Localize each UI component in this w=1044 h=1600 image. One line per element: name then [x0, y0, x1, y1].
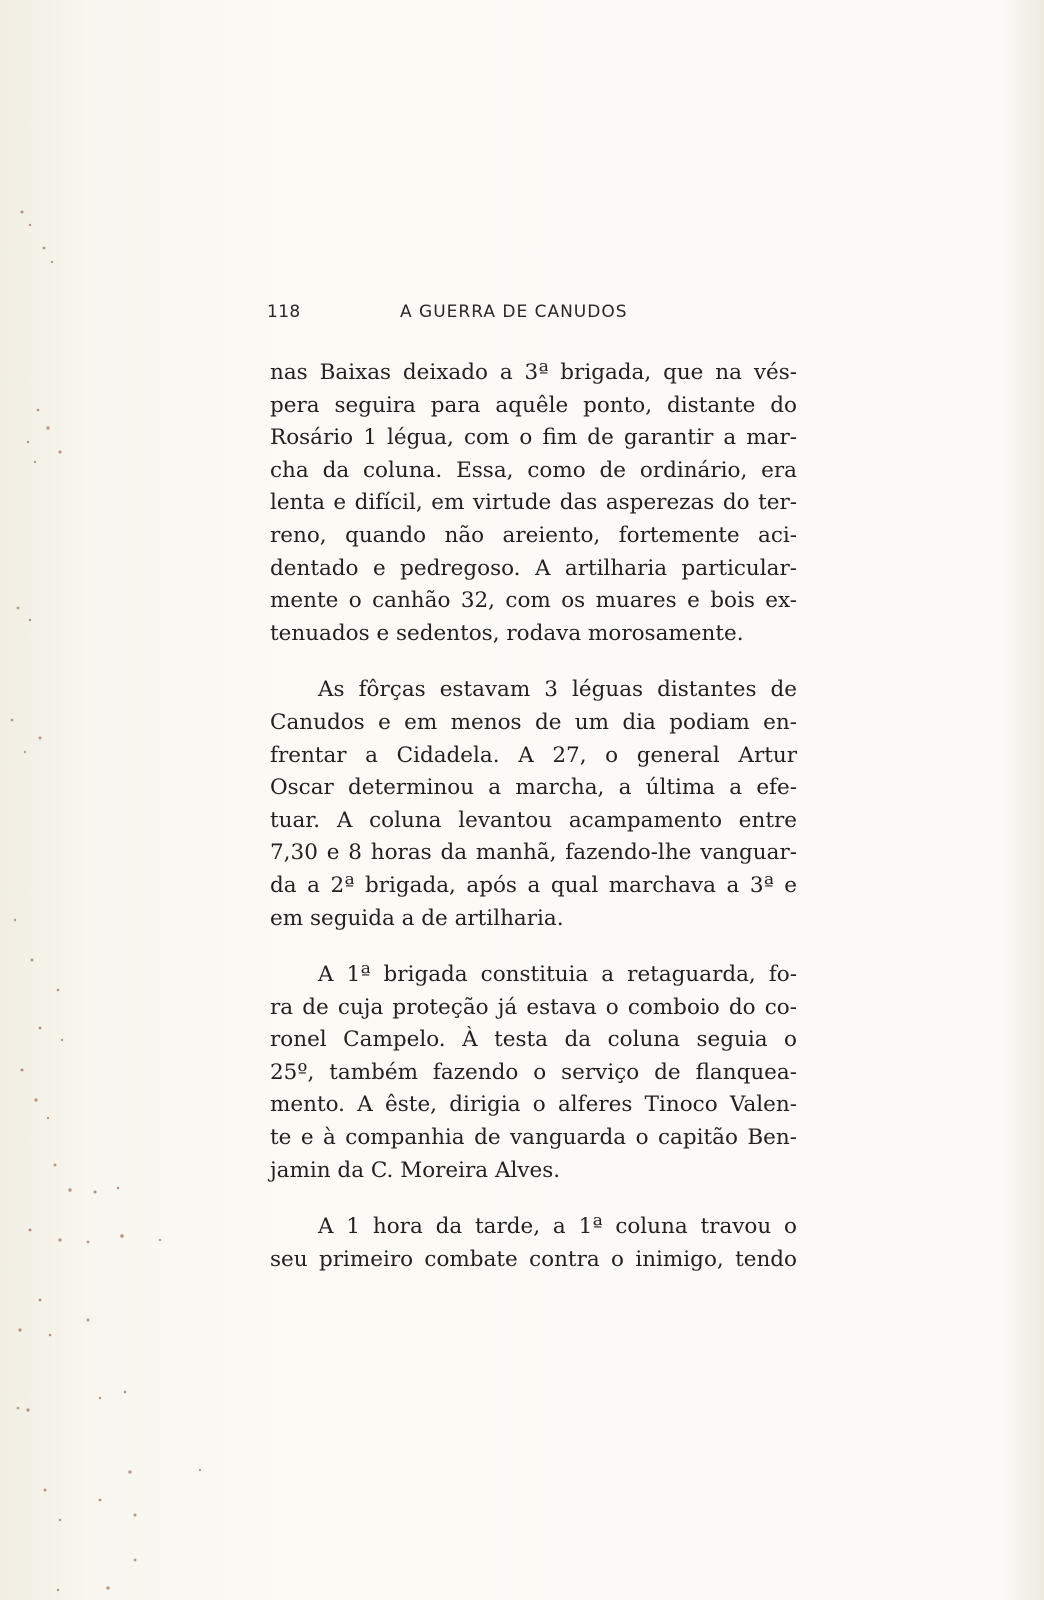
text-line-first: [270, 674, 797, 707]
body-text: [270, 357, 797, 1300]
text-line: ronel Campelo. À testa da coluna seguia o: [270, 1027, 797, 1053]
text-line: mento. A êste, dirigia o alferes Tinoco Valen-: [270, 1092, 797, 1118]
text-line: frentar a Cidadela. A 27, o general Artur: [270, 742, 797, 768]
text-line: lenta e difícil, em virtude das asperezas do ter-: [270, 490, 797, 516]
text-line: Oscar determinou a marcha, a última a efe-: [270, 775, 797, 801]
text-line: ra de cuja proteção já estava o comboio do co-: [270, 994, 797, 1020]
text-line-content: A 1ª brigada constituia a retaguarda, fo-: [318, 962, 797, 988]
text-line: 25º, também fazendo o serviço de flanquea-: [270, 1059, 797, 1085]
text-line: em seguida a de artilharia.: [270, 905, 564, 931]
paragraph-3: [270, 959, 797, 1187]
paragraph-1: [270, 357, 797, 650]
text-line-content: A 1 hora da tarde, a 1ª coluna travou o: [318, 1214, 797, 1240]
text-line: reno, quando não areiento, fortemente aci-: [270, 522, 797, 548]
text-line: cha da coluna. Essa, como de ordinário, era: [270, 457, 797, 483]
page-number: 118: [267, 302, 301, 322]
paragraph-2: [270, 674, 797, 935]
text-line: seu primeiro combate contra o inimigo, tendo: [270, 1246, 797, 1272]
text-line: tuar. A coluna levantou acampamento entre: [270, 807, 797, 833]
text-line: pera seguira para aquêle ponto, distante do: [270, 392, 797, 418]
text-line: Canudos e em menos de um dia podiam en-: [270, 709, 797, 735]
text-line: mente o canhão 32, com os muares e bois ex-: [270, 588, 797, 614]
paragraph-4: [270, 1211, 797, 1276]
text-line-first: [270, 959, 797, 992]
margin-speckle-decoration: [0, 0, 230, 1600]
text-line: te e à companhia de vanguarda o capitão Ben-: [270, 1125, 797, 1151]
text-line: Rosário 1 légua, com o fim de garantir a mar-: [270, 425, 797, 451]
text-line: dentado e pedregoso. A artilharia particular-: [270, 555, 797, 581]
text-line: da a 2ª brigada, após a qual marchava a 3ª e: [270, 872, 797, 898]
text-line: tenuados e sedentos, rodava morosamente.: [270, 620, 744, 646]
running-header: [267, 302, 797, 330]
text-line-content: As fôrças estavam 3 léguas distantes de: [318, 677, 797, 703]
text-line: nas Baixas deixado a 3ª brigada, que na vés-: [270, 360, 797, 385]
running-title: A GUERRA DE CANUDOS: [400, 302, 628, 322]
text-line-first: [270, 1211, 797, 1244]
text-line: 7,30 e 8 horas da manhã, fazendo-lhe vanguar-: [270, 840, 797, 866]
text-line: jamin da C. Moreira Alves.: [270, 1157, 561, 1183]
